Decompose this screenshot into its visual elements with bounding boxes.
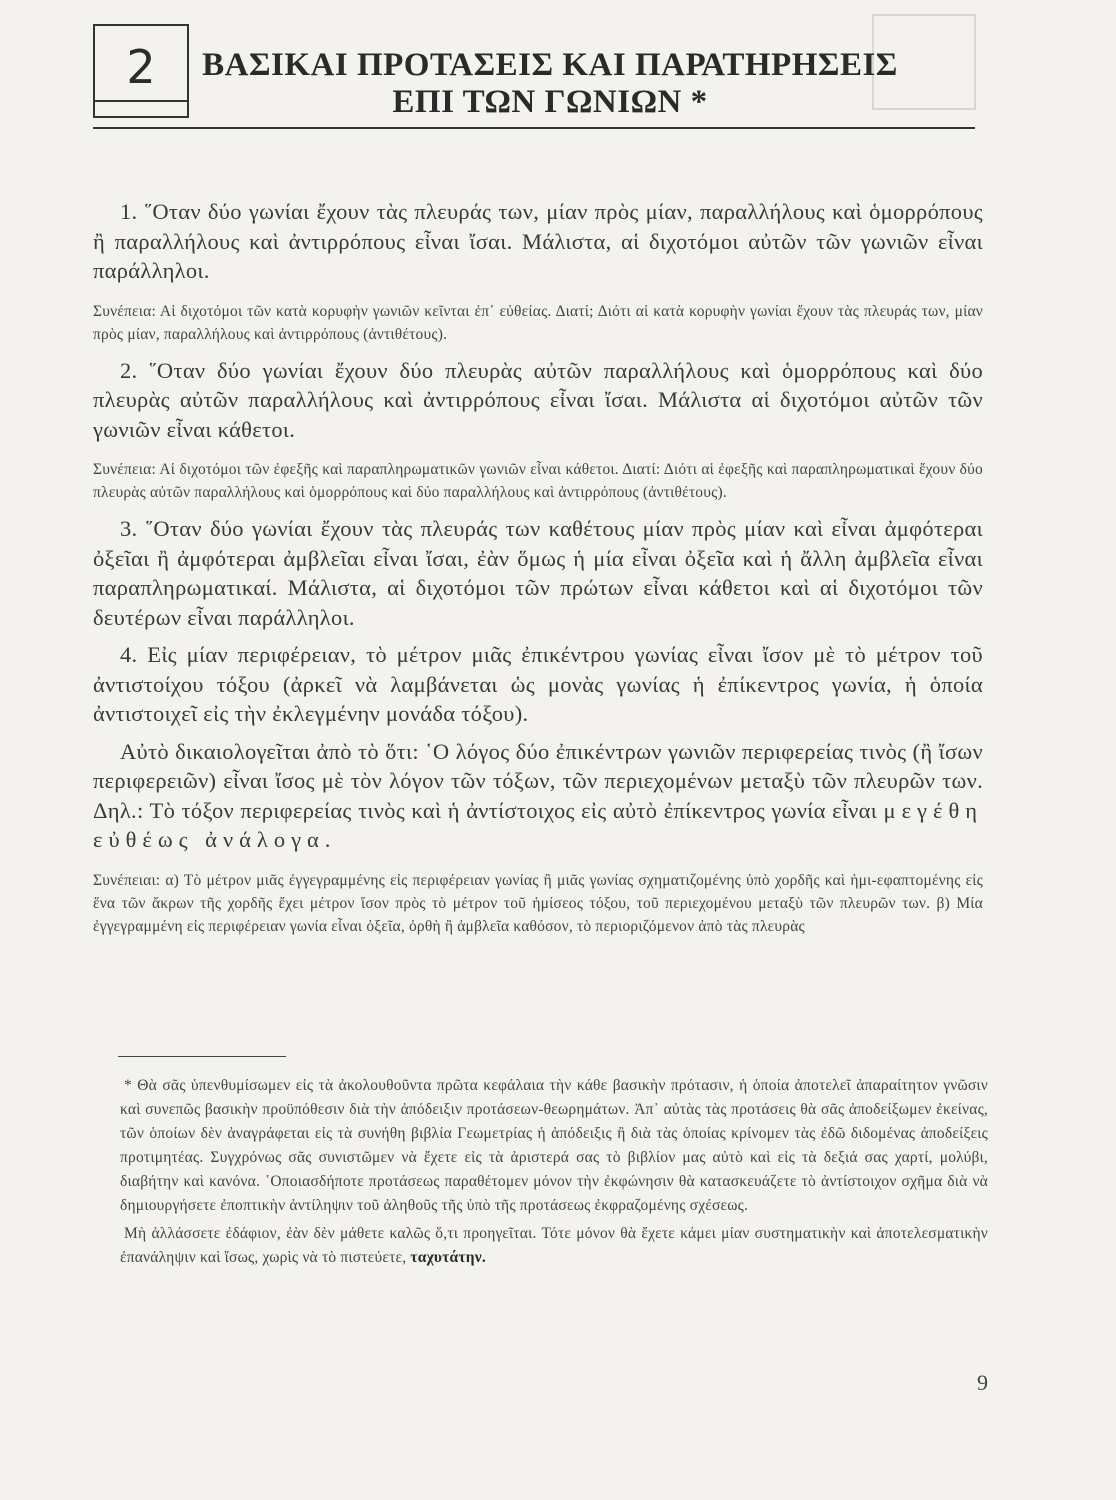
footnote-rule	[118, 1056, 286, 1057]
justification-text: Αὐτὸ δικαιολογεῖται ἀπὸ τὸ ὅτι: ῾Ο λόγος δύο ἐπικέντρων γωνιῶν περιφερείας τινὸς (ἢ ἴσων περιφερειῶν) εἶναι ἴσος μὲ τὸν λόγον τῶν τόξων, τῶν περιεχομένων μεταξὺ τῶν πλευρῶν των. Δηλ.: Τὸ τόξον περιφερείας τινὸς καὶ ἡ ἀντίστοιχος εἰς αὐτὸ ἐπίκεντρος γωνία εἶναι	[93, 738, 983, 823]
proposition-2: 2. ῞Οταν δύο γωνίαι ἔχουν δύο πλευρὰς αὐτῶν παραλλήλους καὶ ὁμορρόπους καὶ δύο πλευρὰς αὐτῶν παραλλήλους καὶ ἀντιρρόπους εἶναι ἴσαι. Μάλιστα αἱ διχοτόμοι αὐτῶν τῶν γωνιῶν εἶναι κάθετοι.	[93, 357, 983, 442]
footnote-2-bold: ταχυτάτην.	[410, 1249, 486, 1266]
justification-emphasis: μεγέθη εὐθέως ἀνάλογα.	[93, 797, 983, 852]
corollary-1: Συνέπεια: Αἱ διχοτόμοι τῶν κατὰ κορυφὴν γωνιῶν κεῖνται ἐπ᾽ εὐθείας. Διατί; Διότι αἱ κατὰ κορυφὴν γωνίαι ἔχουν τὰς πλευράς των, μίαν πρὸς μίαν, παραλλήλους καὶ ἀντιρρόπους (ἀντιθέτους).	[93, 302, 983, 343]
corollary-2: Συνέπεια: Αἱ διχοτόμοι τῶν ἐφεξῆς καὶ παραπληρωματικῶν γωνιῶν εἶναι κάθετοι. Διατί: Διότι αἱ ἐφεξῆς καὶ παραπληρωματικαὶ ἔχουν δύο πλευρὰς αὐτῶν παραλλήλους καὶ ὁμορρόπους καὶ δύο παραλλήλους καὶ ἀντιρρόπους (ἀντιθέτους).	[93, 461, 983, 501]
proposition-4: 4. Εἰς μίαν περιφέρειαν, τὸ μέτρον μιᾶς ἐπικέντρου γωνίας εἶναι ἴσον μὲ τὸ μέτρον τοῦ ἀντιστοίχου τόξου (ἀρκεῖ νὰ λαμβάνεται ὡς μονὰς γωνίας ἡ ἐπίκεντρος γωνία, ἡ ὁποία ἀντιστοιχεῖ εἰς τὴν ἐκλεγμένην μονάδα τόξου).	[93, 642, 983, 726]
page-number: 9	[977, 1370, 988, 1395]
chapter-number-box	[93, 24, 189, 118]
proposition-1: 1. ῞Οταν δύο γωνίαι ἔχουν τὰς πλευράς των, μίαν πρὸς μίαν, παραλλήλους καὶ ὁμορρόπους ἢ παραλλήλους καὶ ἀντιρρόπους εἶναι ἴσαι. Μάλιστα, αἱ διχοτόμοι αὐτῶν τῶν γωνιῶν εἶναι παράλληλοι.	[93, 199, 983, 283]
footnote-2-text: Μὴ ἀλλάσσετε ἐδάφιον, ἐὰν δὲν μάθετε καλῶς ὅ,τι προηγεῖται. Τότε μόνον θὰ ἔχετε κάμει μίαν συστηματικὴν καὶ ἀποτελεσματικὴν ἐπανάληψιν καὶ ἴσως, χωρὶς νὰ τὸ πιστεύετε,	[120, 1225, 988, 1266]
chapter-title-line-2: ΕΠΙ ΤΩΝ ΓΩΝΙΩΝ *	[392, 84, 708, 120]
chapter-number: 2	[126, 40, 156, 94]
proposition-3: 3. ῞Οταν δύο γωνίαι ἔχουν τὰς πλευράς των καθέτους μίαν πρὸς μίαν καὶ εἶναι ἀμφότεραι ὀξεῖαι ἢ ἀμφότεραι ἀμβλεῖαι εἶναι ἴσαι, ἐὰν ὅμως ἡ μία εἶναι ὀξεῖα καὶ ἡ ἄλλη ἀμβλεῖα εἶναι παραπληρωματικαί. Μάλιστα, αἱ διχοτόμοι τῶν πρώτων εἶναι κάθετοι καὶ αἱ διχοτόμοι τῶν δευτέρων εἶναι παράλληλοι.	[93, 516, 983, 630]
footnote-1: * Θὰ σᾶς ὑπενθυμίσωμεν εἰς τὰ ἀκολουθοῦντα πρῶτα κεφάλαια τὴν κάθε βασικὴν πρότασιν, ἡ ὁποία ἀποτελεῖ ἀπαραίτητον γνῶσιν καὶ συνεπῶς βασικὴν προϋπόθεσιν διὰ τὴν ἀπόδειξιν προτάσεων-θεωρημάτων. Ἀπ᾽ αὐτὰς τὰς προτάσεις θὰ σᾶς ἀποδείξωμεν ἐκείνας, τῶν ὁποίων δὲν ἀναγράφεται εἰς τὰ συνήθη βιβλία Γεωμετρίας ἡ ἀπόδειξις ἢ διὰ τὰς ὁποίας κρίνομεν τὰς ἐδῶ διδομένας ἀποδείξεις προτιμητέας. Συγχρόνως σᾶς συνιστῶμεν νὰ ἔχετε εἰς τὰ ἀριστερά σας τὸ βιβλίον μας αὐτὸ καὶ εἰς τὰ δεξιά σας χαρτί, μολύβι, διαβήτην καὶ κανόνα. ῾Οποιασδήποτε προτάσεως παραθέτομεν μόνον τὴν ἐκφώνησιν θὰ κατασκευάζετε τὸ ἀντίστοιχον σχῆμα διὰ νὰ δημιουργήσετε ἐποπτικὴν ἀντίληψιν τοῦ ἀληθοῦς τῆς ὑπὸ τῆς προτάσεως ἐκφραζομένης σχέσεως.	[120, 1077, 988, 1214]
corollaries-3: Συνέπειαι: α) Τὸ μέτρον μιᾶς ἐγγεγραμμένης εἰς περιφέρειαν γωνίας ἢ μιᾶς γωνίας σχηματιζομένης ὑπὸ χορδῆς καὶ ἡμι-εφαπτομένης εἰς ἕνα τῶν ἄκρων τῆς χορδῆς ἔχει μέτρον ἴσον πρὸς τὸ μέτρον τοῦ ἡμίσεος τόξου, τοῦ περιεχομένου μεταξὺ τῶν πλευρῶν των. β) Μία ἐγγεγραμμένη εἰς περιφέρειαν γωνία εἶναι ὀξεῖα, ὀρθὴ ἢ ἀμβλεῖα καθόσον, τὸ περιοριζόμενον ἀπὸ τὰς πλευρὰς	[93, 871, 983, 935]
main-text	[93, 197, 983, 938]
footnotes	[120, 1074, 988, 1270]
title-rule	[93, 127, 975, 129]
chapter-box-underline	[95, 100, 187, 116]
chapter-title-line-1: ΒΑΣΙΚΑΙ ΠΡΟΤΑΣΕΙΣ ΚΑΙ ΠΑΡΑΤΗΡΗΣΕΙΣ	[202, 47, 898, 83]
justification-paragraph	[93, 737, 983, 855]
footnote-2	[120, 1222, 988, 1270]
